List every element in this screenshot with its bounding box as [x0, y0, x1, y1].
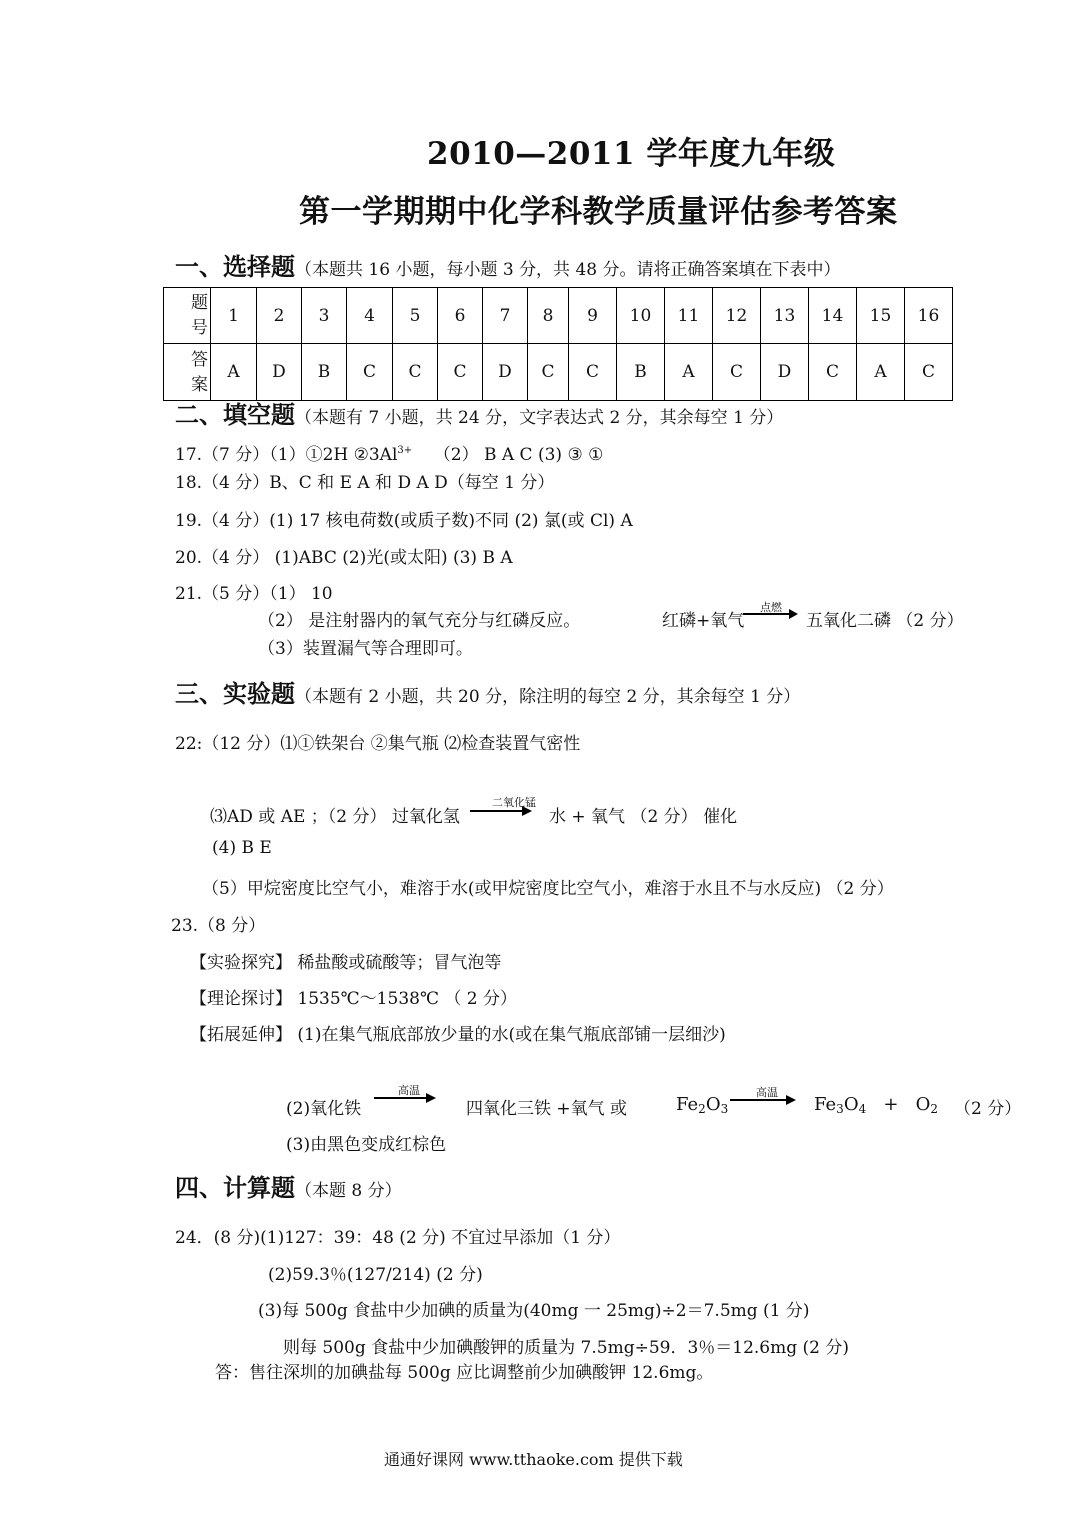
- arrow-icon: [374, 1092, 436, 1104]
- table-cell-number: 8: [528, 288, 569, 344]
- table-cell-answer: C: [569, 344, 617, 401]
- table-cell-answer: C: [905, 344, 953, 401]
- q17: [175, 440, 603, 465]
- row-label-number: 题号: [164, 288, 211, 344]
- table-cell-answer: A: [665, 344, 713, 401]
- q23-e-mid: 四氧化三铁 +氧气 或: [466, 1099, 628, 1119]
- formula-products: $Fe_3O_4 + O_2$: [814, 1094, 939, 1116]
- q17-part-b: （2） B A C (3) ③ ①: [433, 445, 604, 465]
- q23-condition-1: 高温: [398, 1084, 420, 1097]
- q21-condition: 点燃: [760, 601, 782, 614]
- table-cell-answer: B: [617, 344, 665, 401]
- q21-equation-left: 红磷+氧气: [662, 611, 745, 631]
- table-cell-answer: A: [857, 344, 905, 401]
- table-cell-number: 6: [438, 288, 483, 344]
- table-cell-answer: C: [528, 344, 569, 401]
- arrow-icon: [730, 1094, 796, 1106]
- q19: 19.（4 分）(1) 17 核电荷数(或质子数)不同 (2) 氯(或 Cl) A: [175, 511, 633, 531]
- q17-superscript: 3+: [397, 445, 413, 456]
- table-cell-number: 11: [665, 288, 713, 344]
- table-row-numbers: [164, 288, 953, 344]
- table-cell-answer: C: [347, 344, 393, 401]
- q21-equation-right: 五氧化二磷 （2 分）: [806, 611, 964, 631]
- q24-a: 24．(8 分)(1)127：39：48 (2 分) 不宜过早添加（1 分）: [175, 1228, 621, 1248]
- section-2-header: [175, 395, 783, 430]
- title-line1: 2010—2011 学年度九年级: [427, 136, 836, 172]
- table-cell-number: 4: [347, 288, 393, 344]
- q22-condition: 二氧化锰: [492, 796, 536, 809]
- q20: 20.（4 分） (1)ABC (2)光(或太阳) (3) B A: [175, 548, 513, 568]
- section-1-note: （本题共 16 小题，每小题 3 分，共 48 分。请将正确答案填在下表中）: [295, 260, 841, 280]
- table-cell-number: 9: [569, 288, 617, 344]
- table-cell-number: 3: [302, 288, 347, 344]
- table-cell-answer: C: [809, 344, 857, 401]
- q22-b-right: 水 + 氧气 （2 分） 催化: [549, 807, 738, 827]
- section-1-header: [175, 247, 841, 282]
- table-cell-answer: D: [761, 344, 809, 401]
- table-cell-number: 7: [483, 288, 528, 344]
- formula-fe2o3: $Fe_2O_3$: [676, 1094, 729, 1116]
- table-cell-number: 16: [905, 288, 953, 344]
- section-1-heading: 一、选择题: [175, 253, 295, 281]
- q23-e-score: （2 分）: [954, 1099, 1022, 1119]
- table-cell-number: 1: [211, 288, 257, 344]
- q23-f: (3)由黑色变成红棕色: [286, 1135, 447, 1155]
- row-label-answer: 答案: [164, 344, 211, 401]
- table-cell-answer: C: [713, 344, 761, 401]
- table-cell-number: 10: [617, 288, 665, 344]
- table-cell-answer: C: [438, 344, 483, 401]
- q22-d: （5）甲烷密度比空气小，难溶于水(或甲烷密度比空气小，难溶于水且不与水反应) （2 分）: [202, 879, 894, 899]
- table-cell-answer: A: [211, 344, 257, 401]
- table-cell-number: 15: [857, 288, 905, 344]
- table-row-answers: [164, 344, 953, 401]
- arrow-icon: [470, 805, 532, 817]
- q18: 18.（4 分）B、C 和 E A 和 D A D（每空 1 分）: [175, 473, 555, 493]
- q17-part-a: 17.（7 分）（1）①2H ②3Al: [175, 445, 398, 465]
- title-line2: 第一学期期中化学科教学质量评估参考答案: [299, 194, 898, 230]
- section-4-note: （本题 8 分）: [295, 1181, 402, 1201]
- section-3-header: [175, 674, 800, 709]
- arrow-icon: [743, 608, 798, 620]
- q23-a: 23.（8 分）: [171, 916, 266, 936]
- table-cell-answer: D: [483, 344, 528, 401]
- q22-a: 22:（12 分）⑴①铁架台 ②集气瓶 ⑵检查装置气密性: [175, 734, 581, 754]
- q24-d: 则每 500g 食盐中少加碘酸钾的质量为 7.5mg÷59．3％＝12.6mg (2 分): [283, 1338, 850, 1358]
- table-cell-number: 14: [809, 288, 857, 344]
- q23-b: 【实验探究】 稀盐酸或硫酸等；冒气泡等: [190, 953, 502, 973]
- section-4-heading: 四、计算题: [175, 1174, 295, 1202]
- table-cell-answer: C: [393, 344, 438, 401]
- table-cell-number: 2: [257, 288, 302, 344]
- answer-table: [163, 287, 953, 401]
- q22-b-left: ⑶AD 或 AE ；（2 分） 过氧化氢: [210, 807, 460, 827]
- table-cell-number: 13: [761, 288, 809, 344]
- table-cell-number: 12: [713, 288, 761, 344]
- q23-e-left: (2)氧化铁: [286, 1099, 362, 1119]
- q24-b: (2)59.3％(127/214) (2 分): [268, 1265, 483, 1285]
- footer: 通通好课网 www.tthaoke.com 提供下载: [384, 1450, 683, 1469]
- q21-b: （2） 是注射器内的氧气充分与红磷反应。: [258, 611, 581, 631]
- section-2-note: （本题有 7 小题，共 24 分，文字表达式 2 分，其余每空 1 分）: [295, 408, 784, 428]
- q23-d: 【拓展延伸】 (1)在集气瓶底部放少量的水(或在集气瓶底部铺一层细沙): [190, 1025, 726, 1045]
- section-3-note: （本题有 2 小题，共 20 分，除注明的每空 2 分，其余每空 1 分）: [295, 687, 801, 707]
- q23-condition-2: 高温: [756, 1086, 778, 1099]
- table-cell-answer: B: [302, 344, 347, 401]
- q23-c: 【理论探讨】 1535℃～1538℃ （ 2 分）: [190, 989, 517, 1009]
- q24-e: 答：售往深圳的加碘盐每 500g 应比调整前少加碘酸钾 12.6mg。: [215, 1363, 714, 1383]
- section-3-heading: 三、实验题: [175, 680, 295, 708]
- q21-a: 21.（5 分）（1） 10: [175, 584, 333, 604]
- q24-c: (3)每 500g 食盐中少加碘的质量为(40mg 一 25mg)÷2＝7.5mg (1 分): [258, 1301, 810, 1321]
- table-cell-answer: D: [257, 344, 302, 401]
- q21-c: （3）装置漏气等合理即可。: [258, 639, 473, 659]
- q22-c: (4) B E: [212, 838, 272, 858]
- section-2-heading: 二、填空题: [175, 401, 295, 429]
- table-cell-number: 5: [393, 288, 438, 344]
- section-4-header: [175, 1168, 402, 1203]
